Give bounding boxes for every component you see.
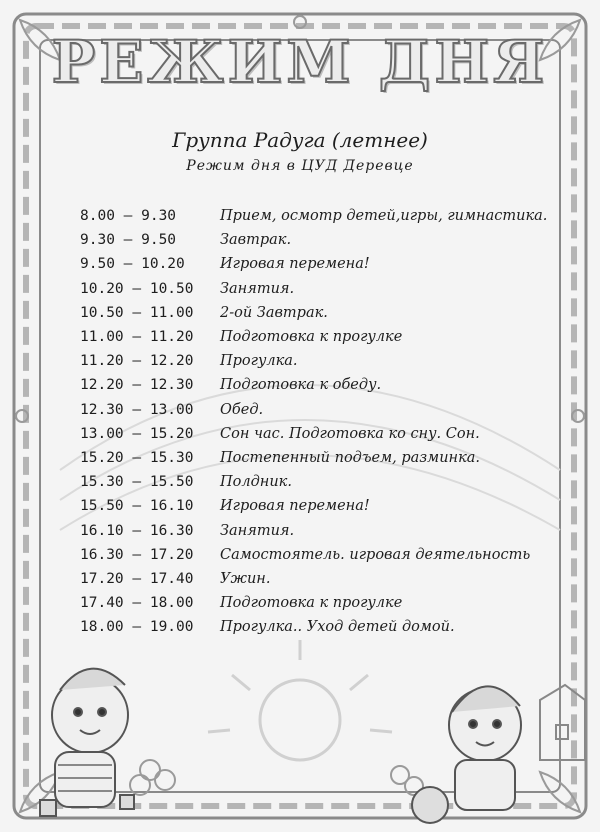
row-activity: Полдник. [220, 474, 292, 491]
schedule-row [80, 277, 570, 301]
row-activity: Прогулка. [220, 353, 298, 370]
row-time: 15.20 – 15.30 [80, 449, 194, 466]
row-activity: Самостоятель. игровая деятельность [220, 546, 531, 563]
page-title: РЕЖИМ ДНЯ [51, 28, 549, 96]
row-time: 12.30 – 13.00 [80, 401, 194, 418]
row-time: 11.00 – 11.20 [80, 329, 194, 346]
row-activity: Подготовка к прогулке [220, 329, 403, 346]
row-time: 11.20 – 12.20 [80, 353, 194, 370]
row-activity: Прогулка.. Уход детей домой. [220, 619, 455, 636]
row-activity: Подготовка к прогулке [220, 595, 403, 612]
row-time: 13.00 – 15.20 [80, 425, 194, 442]
group-subtitle: Группа Радуга (летнее) [172, 128, 428, 152]
schedule-row [80, 349, 570, 373]
schedule-row [80, 591, 570, 615]
schedule-row [80, 615, 570, 639]
schedule-row [80, 518, 570, 542]
row-activity: Игровая перемена! [220, 256, 370, 273]
schedule-row [80, 204, 570, 228]
row-time: 12.20 – 12.30 [80, 377, 194, 394]
schedule-row [80, 422, 570, 446]
row-time: 18.00 – 19.00 [80, 619, 194, 636]
row-activity: Обед. [220, 401, 264, 418]
schedule-row [80, 446, 570, 470]
schedule-row [80, 470, 570, 494]
row-time: 16.10 – 16.30 [80, 522, 194, 539]
row-activity: Занятия. [220, 522, 295, 539]
schedule-row [80, 543, 570, 567]
row-time: 9.50 – 10.20 [80, 256, 185, 273]
schedule-row [80, 228, 570, 252]
row-activity: Прием, осмотр детей,игры, гимнастика. [220, 208, 548, 225]
schedule-row [80, 398, 570, 422]
row-time: 17.20 – 17.40 [80, 570, 194, 587]
row-activity: Игровая перемена! [220, 498, 370, 515]
row-time: 10.50 – 11.00 [80, 304, 194, 321]
row-time: 16.30 – 17.20 [80, 546, 194, 563]
schedule-row [80, 301, 570, 325]
schedule-row [80, 494, 570, 518]
schedule-row [80, 373, 570, 397]
daily-schedule [80, 204, 570, 639]
institution-subtitle: Режим дня в ЦУД Деревце [186, 158, 414, 174]
row-activity: Ужин. [220, 570, 271, 587]
row-time: 15.30 – 15.50 [80, 474, 194, 491]
schedule-row [80, 567, 570, 591]
row-time: 15.50 – 16.10 [80, 498, 194, 515]
row-activity: Занятия. [220, 280, 295, 297]
row-time: 17.40 – 18.00 [80, 595, 194, 612]
schedule-row [80, 325, 570, 349]
row-activity: Постепенный подъем, разминка. [220, 449, 481, 466]
row-activity: Сон час. Подготовка ко сну. Сон. [220, 425, 480, 442]
schedule-row [80, 252, 570, 276]
row-activity: Завтрак. [220, 232, 292, 249]
row-activity: Подготовка к обеду. [220, 377, 382, 394]
row-time: 8.00 – 9.30 [80, 208, 177, 225]
row-activity: 2-ой Завтрак. [220, 304, 328, 321]
row-time: 10.20 – 10.50 [80, 280, 194, 297]
row-time: 9.30 – 9.50 [80, 232, 177, 249]
